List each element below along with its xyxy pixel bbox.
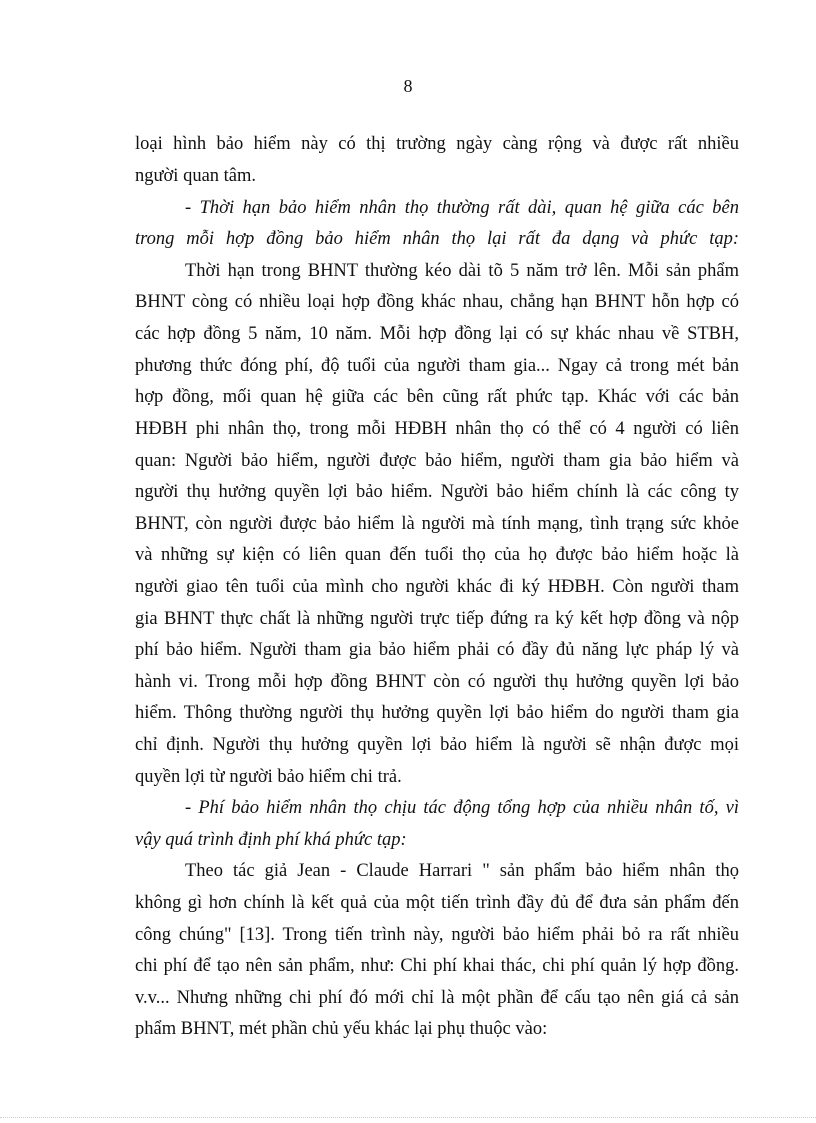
text-line: hành vi. Trong mỗi hợp đồng BHNT còn có người thụ hưởng quyền lợi bảo: [135, 672, 739, 692]
text-line: và những sự kiện có liên quan đến tuổi thọ của họ được bảo hiểm hoặc là: [135, 545, 739, 565]
text-line: người giao tên tuổi của mình cho người khác đi ký HĐBH. Còn người tham: [135, 577, 739, 597]
text-line: quan: Người bảo hiểm, người được bảo hiểm, người tham gia bảo hiểm và: [135, 451, 739, 471]
text-line: chỉ định. Người thụ hưởng quyền lợi bảo hiểm là người sẽ nhận được mọi: [135, 735, 739, 755]
text-line: người quan tâm.: [135, 166, 257, 186]
text-line: hợp đồng, mối quan hệ giữa các bên cũng rất phức tạp. Khác với các bản: [135, 387, 739, 407]
text-line: v.v... Nhưng những chi phí đó mới chỉ là một phần để cấu tạo nên giá cả sản: [135, 988, 739, 1008]
text-line: quyền lợi từ người bảo hiểm chi trả.: [135, 767, 402, 787]
italic-text-line: vậy quá trình định phí khá phức tạp:: [135, 830, 407, 850]
text-line: người thụ hưởng quyền lợi bảo hiểm. Người bảo hiểm chính là các công ty: [135, 482, 739, 502]
text-line: Theo tác giả Jean - Claude Harrari " sản phẩm bảo hiểm nhân thọ: [185, 861, 739, 881]
text-line: phương thức đóng phí, độ tuổi của người tham gia... Ngay cả trong mét bản: [135, 356, 739, 376]
text-line: gia BHNT thực chất là những người trực tiếp đứng ra ký kết hợp đồng và nộp: [135, 609, 739, 629]
text-line: chi phí để tạo nên sản phẩm, như: Chi phí khai thác, chi phí quản lý hợp đồng.: [135, 956, 739, 976]
italic-text-line: - Phí bảo hiểm nhân thọ chịu tác động tổng hợp của nhiều nhân tố, vì: [185, 798, 739, 818]
text-line: phẩm BHNT, mét phần chủ yếu khác lại phụ thuộc vào:: [135, 1019, 548, 1039]
text-line: phí bảo hiểm. Người tham gia bảo hiểm phải có đầy đủ năng lực pháp lý và: [135, 640, 739, 660]
italic-text-line: trong mỗi hợp đồng bảo hiểm nhân thọ lại rất đa dạng và phức tạp:: [135, 229, 739, 249]
text-line: loại hình bảo hiểm này có thị trường ngày càng rộng và được rất nhiều: [135, 134, 739, 154]
text-line: Thời hạn trong BHNT thường kéo dài tõ 5 năm trở lên. Mỗi sản phẩm: [185, 261, 739, 281]
text-line: hiểm. Thông thường người thụ hưởng quyền lợi bảo hiểm do người tham gia: [135, 703, 739, 723]
text-line: HĐBH phi nhân thọ, trong mỗi HĐBH nhân thọ có thể có 4 người có liên: [135, 419, 739, 439]
text-line: BHNT còng có nhiều loại hợp đồng khác nhau, chẳng hạn BHNT hỗn hợp có: [135, 292, 739, 312]
page-bottom-divider: [0, 1117, 816, 1118]
text-line: BHNT, còn người được bảo hiểm là người mà tính mạng, tình trạng sức khỏe: [135, 514, 739, 534]
text-line: công chúng" [13]. Trong tiến trình này, người bảo hiểm phải bỏ ra rất nhiều: [135, 925, 739, 945]
text-line: không gì hơn chính là kết quả của một tiến trình đầy đủ để đưa sản phẩm đến: [135, 893, 739, 913]
text-line: các hợp đồng 5 năm, 10 năm. Mỗi hợp đồng lại có sự khác nhau về STBH,: [135, 324, 739, 344]
page-number: 8: [403, 76, 413, 96]
italic-text-line: - Thời hạn bảo hiểm nhân thọ thường rất dài, quan hệ giữa các bên: [185, 198, 739, 218]
